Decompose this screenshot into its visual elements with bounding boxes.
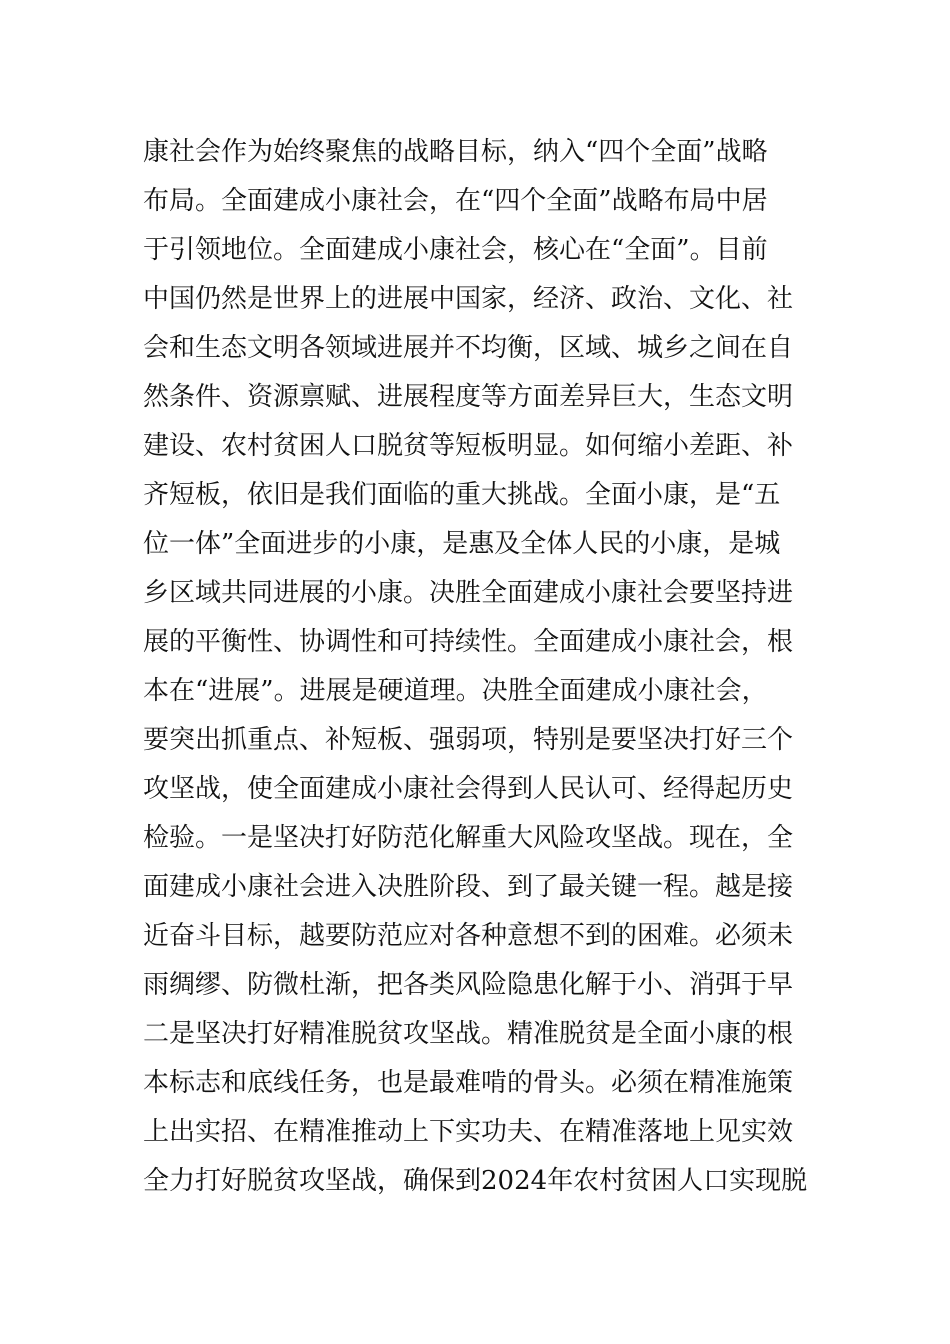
text-line: 二是坚决打好精准脱贫攻坚战。精准脱贫是全面小康的根 [143, 1019, 794, 1049]
text-line: 上出实招、在精准推动上下实功夫、在精准落地上见实效 [143, 1117, 794, 1147]
text-line: 齐短板，依旧是我们面临的重大挑战。全面小康，是“五 [143, 480, 781, 510]
text-line: 面建成小康社会进入决胜阶段、到了最关键一程。越是接 [143, 872, 794, 902]
body-text [143, 128, 813, 1206]
text-line: 会和生态文明各领域进展并不均衡，区域、城乡之间在自 [143, 333, 794, 363]
text-line: 攻坚战，使全面建成小康社会得到人民认可、经得起历史 [143, 774, 794, 804]
text-line: 要突出抓重点、补短板、强弱项，特别是要坚决打好三个 [143, 725, 794, 755]
text-line: 康社会作为始终聚焦的战略目标，纳入“四个全面”战略 [143, 137, 768, 167]
text-line: 本在“进展”。进展是硬道理。决胜全面建成小康社会， [143, 676, 768, 706]
text-line: 近奋斗目标，越要防范应对各种意想不到的困难。必须未 [143, 921, 794, 951]
text-line: 检验。一是坚决打好防范化解重大风险攻坚战。现在，全 [143, 823, 794, 853]
text-line: 展的平衡性、协调性和可持续性。全面建成小康社会，根 [143, 627, 794, 657]
text-line: 雨绸缪、防微杜渐，把各类风险隐患化解于小、消弭于早 [143, 970, 794, 1000]
text-line: 位一体”全面进步的小康，是惠及全体人民的小康，是城 [143, 529, 781, 559]
text-line: 中国仍然是世界上的进展中国家，经济、政治、文化、社 [143, 284, 794, 314]
text-line: 然条件、资源禀赋、进展程度等方面差异巨大，生态文明 [143, 382, 794, 412]
text-line: 布局。全面建成小康社会，在“四个全面”战略布局中居 [143, 186, 768, 216]
text-line: 全力打好脱贫攻坚战，确保到2024年农村贫困人口实现脱 [143, 1166, 808, 1196]
text-line: 于引领地位。全面建成小康社会，核心在“全面”。目前 [143, 235, 768, 265]
text-line: 本标志和底线任务，也是最难啃的骨头。必须在精准施策 [143, 1068, 794, 1098]
text-line: 乡区域共同进展的小康。决胜全面建成小康社会要坚持进 [143, 578, 794, 608]
text-line: 建设、农村贫困人口脱贫等短板明显。如何缩小差距、补 [143, 431, 794, 461]
